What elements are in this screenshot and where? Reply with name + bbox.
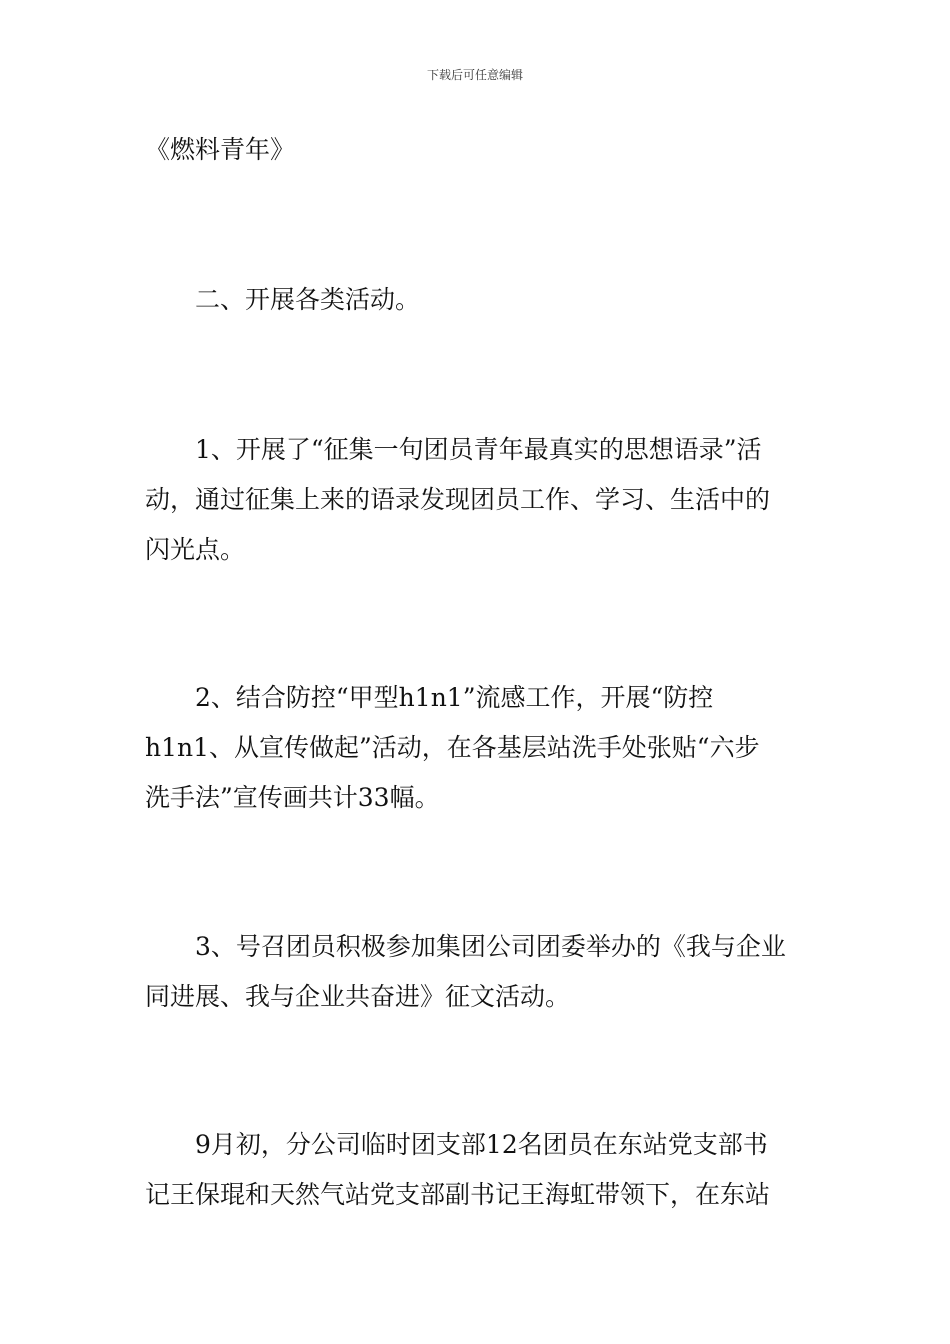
paragraph-line: 动，通过征集上来的语录发现团员工作、学习、生活中的	[145, 485, 771, 514]
paragraph-line: 洗手法”宣传画共计33幅。	[145, 783, 440, 812]
paragraph-line: 9月初，分公司临时团支部12名团员在东站党支部书	[195, 1130, 768, 1159]
paragraph-4	[145, 1120, 810, 1220]
paragraph-3	[145, 922, 810, 1022]
title-fragment-text: 《燃料青年》	[145, 135, 296, 164]
paragraph-line: 2、结合防控“甲型h1n1”流感工作，开展“防控	[195, 683, 714, 712]
document-title-fragment	[145, 125, 810, 175]
paragraph-line: h1n1、从宣传做起”活动，在各基层站洗手处张贴“六步	[145, 733, 760, 762]
paragraph-1	[145, 425, 810, 575]
paragraph-line: 同进展、我与企业共奋进》征文活动。	[145, 982, 571, 1011]
section-heading-text: 二、开展各类活动。	[195, 285, 421, 314]
paragraph-line: 1、开展了“征集一句团员青年最真实的思想语录”活	[195, 435, 762, 464]
section-heading	[145, 275, 810, 325]
paragraph-line: 3、号召团员积极参加集团公司团委举办的《我与企业	[195, 932, 786, 961]
paragraph-line: 闪光点。	[145, 535, 246, 564]
paragraph-line: 记王保琨和天然气站党支部副书记王海虹带领下，在东站	[145, 1180, 771, 1209]
download-editable-note: 下载后可任意编辑	[426, 68, 523, 82]
paragraph-2	[145, 673, 810, 823]
